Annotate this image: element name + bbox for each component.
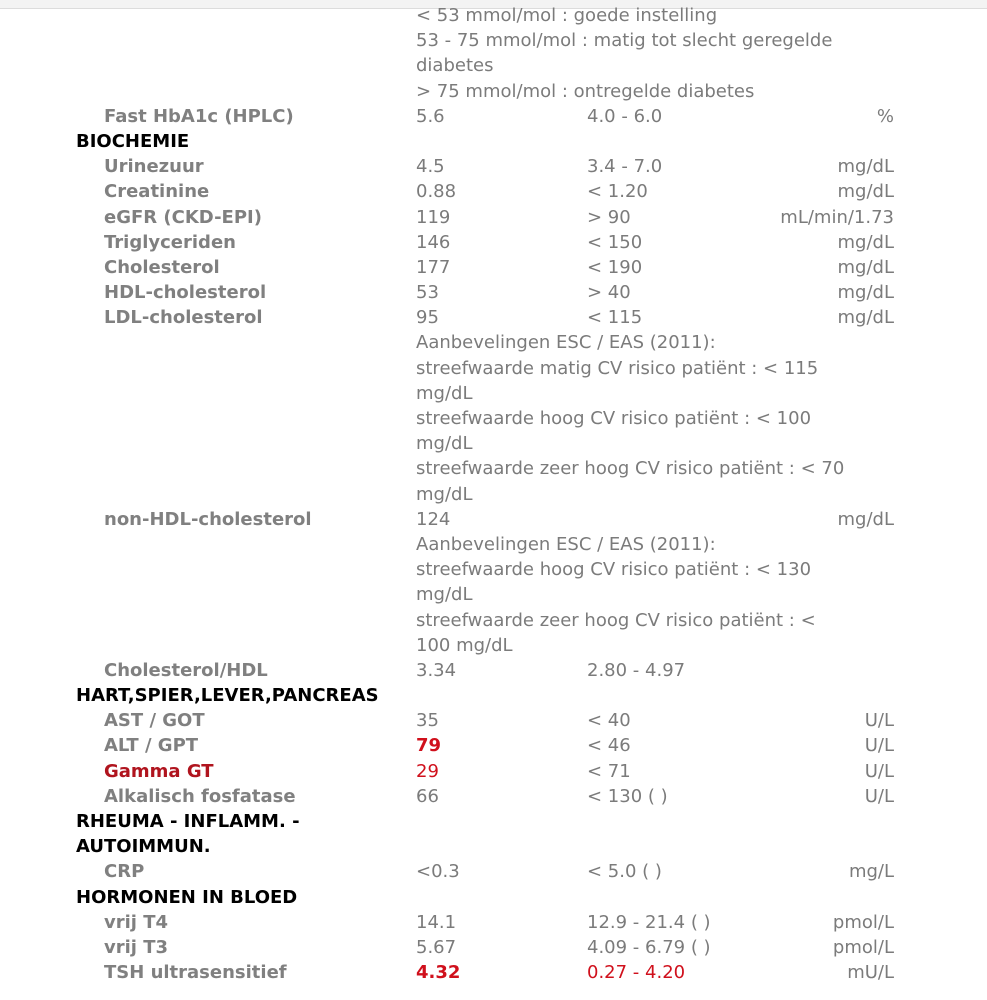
result-row <box>0 205 987 230</box>
test-unit: pmol/L <box>832 936 894 958</box>
result-row <box>0 658 987 683</box>
test-name: Creatinine <box>104 181 210 203</box>
test-name: CRP <box>104 861 145 883</box>
test-value: 66 <box>416 785 439 807</box>
test-value-flagged: 29 <box>416 760 439 782</box>
test-reference: < 150 <box>587 231 643 253</box>
test-reference: < 190 <box>587 256 643 278</box>
test-unit: mg/dL <box>837 307 894 329</box>
test-unit: mg/dL <box>837 181 894 203</box>
section-header <box>0 885 987 910</box>
note-text: streefwaarde hoog CV risico patiënt : < 130 <box>416 559 812 581</box>
test-unit: mg/dL <box>837 156 894 178</box>
test-reference: < 5.0 ( ) <box>587 861 662 883</box>
test-value: 14.1 <box>416 911 457 933</box>
note-text: mg/dL <box>416 433 473 455</box>
section-title: HART,SPIER,LEVER,PANCREAS <box>76 685 379 707</box>
test-name: AST / GOT <box>104 710 205 732</box>
test-unit: pmol/L <box>832 911 894 933</box>
test-value: 124 <box>416 508 451 530</box>
result-row <box>0 733 987 758</box>
result-row <box>0 255 987 280</box>
result-row <box>0 910 987 935</box>
note-line <box>0 582 987 607</box>
test-name-flagged: Gamma GT <box>104 760 214 782</box>
note-line <box>0 3 987 28</box>
test-name: Cholesterol <box>104 256 220 278</box>
test-name: LDL-cholesterol <box>104 307 263 329</box>
test-value: 0.88 <box>416 181 457 203</box>
test-value: 5.67 <box>416 936 457 958</box>
note-line <box>0 381 987 406</box>
result-row <box>0 507 987 532</box>
test-value: 5.6 <box>416 105 445 127</box>
note-text: 100 mg/dL <box>416 634 513 656</box>
note-text: Aanbevelingen ESC / EAS (2011): <box>416 533 716 555</box>
test-name: Urinezuur <box>104 156 204 178</box>
note-text: > 75 mmol/mol : ontregelde diabetes <box>416 80 755 102</box>
test-name: vrij T4 <box>104 911 169 933</box>
test-unit: mg/dL <box>837 231 894 253</box>
note-line <box>0 330 987 355</box>
test-reference: 4.09 - 6.79 ( ) <box>587 936 711 958</box>
test-reference: 3.4 - 7.0 <box>587 156 663 178</box>
section-header <box>0 834 987 859</box>
result-row <box>0 859 987 884</box>
test-value: 53 <box>416 282 439 304</box>
note-text: diabetes <box>416 55 494 77</box>
note-text: < 53 mmol/mol : goede instelling <box>416 5 718 26</box>
test-reference: < 46 <box>587 735 631 757</box>
note-line <box>0 28 987 53</box>
note-text: mg/dL <box>416 584 473 606</box>
note-text: streefwaarde zeer hoog CV risico patiënt : < 70 <box>416 458 845 480</box>
note-line <box>0 431 987 456</box>
section-title: BIOCHEMIE <box>76 130 190 152</box>
test-value: 95 <box>416 307 439 329</box>
result-row <box>0 960 987 985</box>
result-row <box>0 230 987 255</box>
test-value: 146 <box>416 231 451 253</box>
test-value-abnormal: 79 <box>416 735 442 757</box>
test-name: Fast HbA1c (HPLC) <box>104 105 294 127</box>
test-value: 119 <box>416 206 451 228</box>
result-row <box>0 104 987 129</box>
note-line <box>0 482 987 507</box>
test-unit: U/L <box>864 760 894 782</box>
test-reference: < 71 <box>587 760 631 782</box>
test-reference: 12.9 - 21.4 ( ) <box>587 911 711 933</box>
test-unit: mL/min/1.73 <box>780 206 894 228</box>
test-value: 3.34 <box>416 659 457 681</box>
test-value: <0.3 <box>416 861 460 883</box>
result-row <box>0 784 987 809</box>
test-unit: % <box>876 105 894 127</box>
test-value: 177 <box>416 256 451 278</box>
test-unit: mg/dL <box>837 508 894 530</box>
note-line <box>0 532 987 557</box>
test-unit: mg/dL <box>837 282 894 304</box>
result-row <box>0 305 987 330</box>
note-line <box>0 456 987 481</box>
section-title: RHEUMA - INFLAMM. - <box>76 811 300 832</box>
test-unit: U/L <box>864 785 894 807</box>
test-reference: 2.80 - 4.97 <box>587 659 686 681</box>
result-row <box>0 154 987 179</box>
result-row <box>0 708 987 733</box>
note-text: 53 - 75 mmol/mol : matig tot slecht geregelde <box>416 30 833 52</box>
note-line <box>0 633 987 658</box>
test-reference: > 90 <box>587 206 631 228</box>
section-header <box>0 683 987 708</box>
note-line <box>0 53 987 78</box>
test-unit: mg/dL <box>837 256 894 278</box>
note-text: streefwaarde hoog CV risico patiënt : < 100 <box>416 408 812 429</box>
test-name: non-HDL-cholesterol <box>104 508 312 530</box>
test-name: TSH ultrasensitief <box>104 962 287 984</box>
note-line <box>0 406 987 431</box>
test-reference: < 115 <box>587 307 643 329</box>
note-line <box>0 79 987 104</box>
test-name: ALT / GPT <box>104 735 199 757</box>
note-text: streefwaarde matig CV risico patiënt : < 115 <box>416 357 819 379</box>
note-text: mg/dL <box>416 483 473 505</box>
note-line <box>0 557 987 582</box>
test-name: Alkalisch fosfatase <box>104 785 296 807</box>
test-unit: mU/L <box>847 962 894 984</box>
test-name: eGFR (CKD-EPI) <box>104 206 262 228</box>
result-row <box>0 935 987 960</box>
note-text: streefwaarde zeer hoog CV risico patiënt : < <box>416 609 816 631</box>
result-row <box>0 280 987 305</box>
test-unit: U/L <box>864 710 894 732</box>
note-line <box>0 608 987 633</box>
test-name: Cholesterol/HDL <box>104 659 268 681</box>
test-value: 35 <box>416 710 439 732</box>
test-name: HDL-cholesterol <box>104 282 267 304</box>
note-line <box>0 356 987 381</box>
test-reference: < 1.20 <box>587 181 648 203</box>
lab-results-sheet <box>0 3 987 985</box>
test-reference: 4.0 - 6.0 <box>587 105 663 127</box>
note-text: Aanbevelingen ESC / EAS (2011): <box>416 332 716 354</box>
test-reference-flagged: 0.27 - 4.20 <box>587 962 686 984</box>
test-name: Triglyceriden <box>104 231 236 253</box>
result-row <box>0 179 987 204</box>
test-unit: U/L <box>864 735 894 757</box>
note-text: mg/dL <box>416 382 473 404</box>
section-title: AUTOIMMUN. <box>76 836 211 858</box>
test-name: vrij T3 <box>104 936 169 958</box>
result-row <box>0 759 987 784</box>
test-reference: < 40 <box>587 710 631 732</box>
test-value: 4.5 <box>416 156 445 178</box>
test-unit: mg/L <box>848 861 894 883</box>
section-title: HORMONEN IN BLOED <box>76 886 298 908</box>
section-header <box>0 809 987 834</box>
test-reference: > 40 <box>587 282 631 304</box>
test-reference: < 130 ( ) <box>587 785 668 807</box>
test-value-abnormal: 4.32 <box>416 962 461 984</box>
section-header <box>0 129 987 154</box>
